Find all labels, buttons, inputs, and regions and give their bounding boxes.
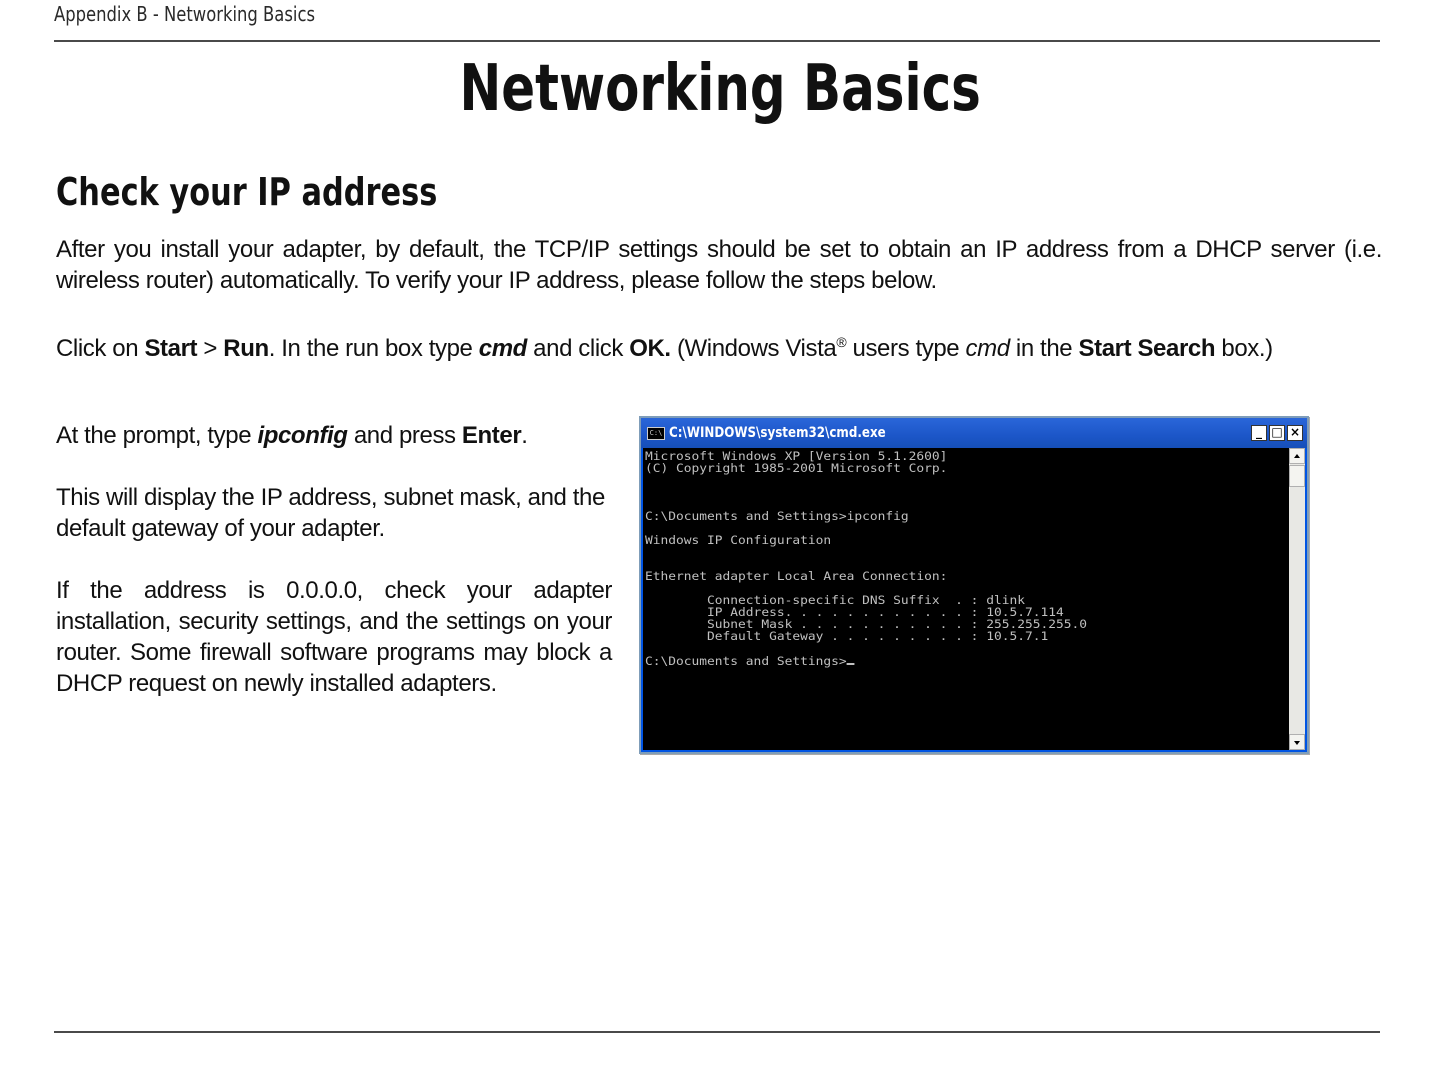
page-title-text: Networking Basics <box>459 52 981 126</box>
console-line-ip-address: IP Address. . . . . . . . . . . . : 10.5.7.114 <box>645 605 1064 619</box>
troubleshoot-paragraph: If the address is 0.0.0.0, check your adapter installation, security settings, and the settings on your router. Some firewall software programs may block a DHCP request on newly installed adapters. <box>56 577 612 697</box>
console-prompt-text: C:\Documents and Settings> <box>645 654 847 668</box>
p3-text-2: and press <box>347 422 462 449</box>
text-cursor <box>847 663 855 665</box>
console-line-ipconfig-command: C:\Documents and Settings>ipconfig <box>645 509 909 523</box>
start-search-term: Start Search <box>1078 335 1216 362</box>
vertical-scrollbar[interactable] <box>1289 448 1305 750</box>
ok-term: OK. <box>629 335 671 362</box>
scrollbar-thumb[interactable] <box>1289 465 1305 487</box>
run-term: Run <box>223 335 269 362</box>
console-line-subnet-mask: Subnet Mask . . . . . . . . . . . : 255.255.255.0 <box>645 617 1088 631</box>
minimize-button[interactable]: _ <box>1251 425 1267 441</box>
cmd-term: cmd <box>478 335 527 362</box>
console-line-prompt <box>645 655 854 667</box>
p2-text-1: Click on <box>56 335 145 362</box>
p2-text-5: (Windows Vista <box>670 335 837 362</box>
console-line-version: Microsoft Windows XP [Version 5.1.2600] <box>645 449 948 463</box>
close-button[interactable]: × <box>1287 425 1303 441</box>
ipconfig-term: ipconfig <box>257 422 348 449</box>
section-title: Check your IP address <box>56 170 438 214</box>
display-paragraph: This will display the IP address, subnet mask, and the default gateway of your adapter. <box>56 484 605 542</box>
p3-text-1: At the prompt, type <box>56 422 258 449</box>
page-title <box>0 52 1440 126</box>
p3-text-3: . <box>521 422 528 449</box>
running-header: Appendix B - Networking Basics <box>54 2 316 26</box>
header-rule <box>54 40 1380 42</box>
start-menu-term: Start <box>144 335 198 362</box>
p2-text-7: in the <box>1009 335 1079 362</box>
cmd-term-vista: cmd <box>965 335 1010 362</box>
scroll-up-arrow-icon[interactable] <box>1289 448 1305 464</box>
run-instructions-paragraph <box>56 327 1382 364</box>
cmd-window-title: C:\WINDOWS\system32\cmd.exe <box>669 425 886 441</box>
p2-text-3: . In the run box type <box>268 335 479 362</box>
p2-text-2: > <box>197 335 224 362</box>
console-line-default-gateway: Default Gateway . . . . . . . . . : 10.5.7.1 <box>645 629 1049 643</box>
intro-paragraph: After you install your adapter, by default, the TCP/IP settings should be set to obtain an IP address from a DHCP server (i.e. wireless router) automatically. To verify your IP address, please follow the steps below. <box>56 236 1382 294</box>
console-line-ethernet-adapter: Ethernet adapter Local Area Connection: <box>645 569 948 583</box>
p2-text-6: users type <box>846 335 966 362</box>
console-line-dns-suffix: Connection-specific DNS Suffix . : dlink <box>645 593 1025 607</box>
prompt-paragraph <box>56 420 612 451</box>
cmd-window-screenshot <box>639 416 1309 754</box>
cmd-console[interactable] <box>643 448 1289 750</box>
p2-text-4: and click <box>526 335 630 362</box>
footer-rule <box>54 1031 1380 1033</box>
console-line-ip-configuration: Windows IP Configuration <box>645 533 832 547</box>
cmd-titlebar <box>641 418 1307 448</box>
scroll-down-arrow-icon[interactable] <box>1289 734 1305 750</box>
enter-term: Enter <box>461 422 522 449</box>
console-line-copyright: (C) Copyright 1985-2001 Microsoft Corp. <box>645 461 948 475</box>
p2-text-8: box.) <box>1215 335 1273 362</box>
registered-mark: ® <box>836 334 847 350</box>
maximize-button[interactable]: □ <box>1269 425 1285 441</box>
console-icon: C:\ <box>647 427 665 440</box>
